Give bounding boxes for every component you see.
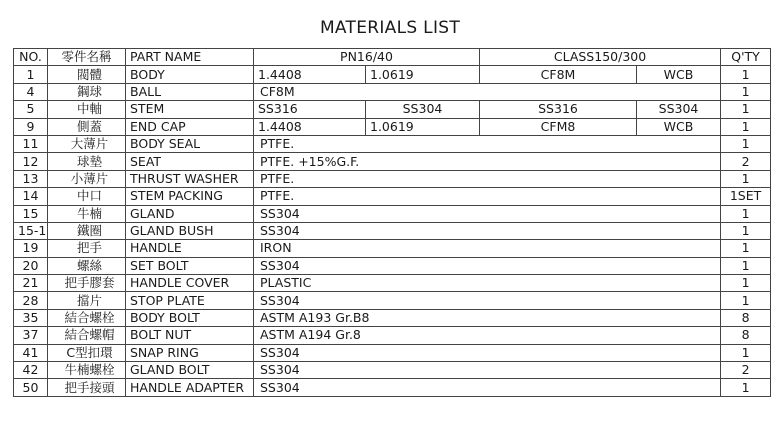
row-part-name: BOLT NUT <box>126 327 254 344</box>
materials-table-body <box>14 49 771 397</box>
row-material-pn-a: 1.4408 <box>254 118 366 135</box>
row-name-cn: 把手接頭 <box>48 379 126 396</box>
row-material: SS304 <box>254 362 721 379</box>
header-qty: Q'TY <box>721 49 771 66</box>
row-no: 4 <box>14 83 48 100</box>
row-qty: 1 <box>721 344 771 361</box>
row-name-cn: 閥體 <box>48 66 126 83</box>
row-qty: 8 <box>721 327 771 344</box>
row-material: PTFE. <box>254 135 721 152</box>
row-material-class-b: WCB <box>637 118 721 135</box>
row-qty: 1 <box>721 275 771 292</box>
row-part-name: GLAND BOLT <box>126 362 254 379</box>
row-no: 19 <box>14 240 48 257</box>
row-name-cn: 牛楠螺栓 <box>48 362 126 379</box>
row-name-cn: 螺絲 <box>48 257 126 274</box>
row-name-cn: 中軸 <box>48 101 126 118</box>
row-material: SS304 <box>254 222 721 239</box>
header-pn: PN16/40 <box>254 49 480 66</box>
row-material: SS304 <box>254 379 721 396</box>
table-row <box>14 292 771 309</box>
row-material-pn-a: 1.4408 <box>254 66 366 83</box>
row-part-name: HANDLE COVER <box>126 275 254 292</box>
table-row <box>14 344 771 361</box>
row-part-name: THRUST WASHER <box>126 170 254 187</box>
table-row <box>14 222 771 239</box>
row-no: 11 <box>14 135 48 152</box>
row-part-name: GLAND BUSH <box>126 222 254 239</box>
row-part-name: BODY <box>126 66 254 83</box>
row-name-cn: 鐵圈 <box>48 222 126 239</box>
row-qty: 1 <box>721 292 771 309</box>
table-row <box>14 362 771 379</box>
row-material: SS304 <box>254 344 721 361</box>
table-row <box>14 66 771 83</box>
page-title: MATERIALS LIST <box>319 18 461 38</box>
row-name-cn: 大薄片 <box>48 135 126 152</box>
materials-table <box>13 48 771 397</box>
table-row <box>14 309 771 326</box>
row-material-pn-b: 1.0619 <box>366 66 480 83</box>
row-name-cn: 球墊 <box>48 153 126 170</box>
row-material: PTFE. <box>254 188 721 205</box>
table-row <box>14 379 771 396</box>
row-name-cn: 擋片 <box>48 292 126 309</box>
row-no: 20 <box>14 257 48 274</box>
row-qty: 2 <box>721 153 771 170</box>
row-material: ASTM A194 Gr.8 <box>254 327 721 344</box>
row-part-name: BALL <box>126 83 254 100</box>
row-name-cn: 側蓋 <box>48 118 126 135</box>
row-material: SS304 <box>254 292 721 309</box>
row-material: PLASTIC <box>254 275 721 292</box>
table-row <box>14 257 771 274</box>
row-material-class-b: SS304 <box>637 101 721 118</box>
row-no: 37 <box>14 327 48 344</box>
table-row <box>14 101 771 118</box>
row-material-pn-b: 1.0619 <box>366 118 480 135</box>
row-part-name: STEM PACKING <box>126 188 254 205</box>
row-no: 14 <box>14 188 48 205</box>
row-qty: 1 <box>721 101 771 118</box>
row-qty: 8 <box>721 309 771 326</box>
table-row <box>14 135 771 152</box>
row-name-cn: 把手膠套 <box>48 275 126 292</box>
row-part-name: SNAP RING <box>126 344 254 361</box>
row-material: IRON <box>254 240 721 257</box>
row-part-name: SEAT <box>126 153 254 170</box>
row-qty: 1 <box>721 240 771 257</box>
row-part-name: HANDLE <box>126 240 254 257</box>
header-name-cn: 零件名稱 <box>48 49 126 66</box>
row-qty: 2 <box>721 362 771 379</box>
row-part-name: GLAND <box>126 205 254 222</box>
row-part-name: BODY BOLT <box>126 309 254 326</box>
row-name-cn: 結合螺栓 <box>48 309 126 326</box>
table-row <box>14 275 771 292</box>
row-part-name: BODY SEAL <box>126 135 254 152</box>
row-qty: 1 <box>721 257 771 274</box>
row-qty: 1SET <box>721 188 771 205</box>
table-row <box>14 153 771 170</box>
row-material: SS304 <box>254 205 721 222</box>
row-no: 28 <box>14 292 48 309</box>
row-material-pn-a: SS316 <box>254 101 366 118</box>
row-part-name: STOP PLATE <box>126 292 254 309</box>
row-name-cn: C型扣環 <box>48 344 126 361</box>
row-no: 15 <box>14 205 48 222</box>
row-qty: 1 <box>721 170 771 187</box>
row-material-class-a: CFM8 <box>480 118 637 135</box>
row-no: 21 <box>14 275 48 292</box>
row-name-cn: 小薄片 <box>48 170 126 187</box>
row-no: 41 <box>14 344 48 361</box>
row-material-pn-b: SS304 <box>366 101 480 118</box>
row-material-class-b: WCB <box>637 66 721 83</box>
row-qty: 1 <box>721 66 771 83</box>
row-no: 9 <box>14 118 48 135</box>
row-qty: 1 <box>721 118 771 135</box>
table-row <box>14 188 771 205</box>
row-no: 42 <box>14 362 48 379</box>
row-part-name: END CAP <box>126 118 254 135</box>
header-no: NO. <box>14 49 48 66</box>
row-name-cn: 牛楠 <box>48 205 126 222</box>
header-class: CLASS150/300 <box>480 49 721 66</box>
row-part-name: HANDLE ADAPTER <box>126 379 254 396</box>
row-no: 13 <box>14 170 48 187</box>
table-row <box>14 118 771 135</box>
row-qty: 1 <box>721 135 771 152</box>
row-material-class-a: CF8M <box>480 66 637 83</box>
table-row <box>14 240 771 257</box>
row-no: 35 <box>14 309 48 326</box>
row-material: SS304 <box>254 257 721 274</box>
row-part-name: SET BOLT <box>126 257 254 274</box>
row-no: 50 <box>14 379 48 396</box>
row-part-name: STEM <box>126 101 254 118</box>
table-row <box>14 170 771 187</box>
row-material-class-a: SS316 <box>480 101 637 118</box>
row-no: 12 <box>14 153 48 170</box>
row-no: 1 <box>14 66 48 83</box>
header-row <box>14 49 771 66</box>
table-row <box>14 327 771 344</box>
row-name-cn: 中口 <box>48 188 126 205</box>
row-no: 15-1 <box>14 222 48 239</box>
row-material: ASTM A193 Gr.B8 <box>254 309 721 326</box>
row-name-cn: 鋼球 <box>48 83 126 100</box>
row-material: PTFE. +15%G.F. <box>254 153 721 170</box>
row-name-cn: 結合螺帽 <box>48 327 126 344</box>
row-material: CF8M <box>254 83 721 100</box>
header-part-name: PART NAME <box>126 49 254 66</box>
table-row <box>14 205 771 222</box>
row-qty: 1 <box>721 205 771 222</box>
row-name-cn: 把手 <box>48 240 126 257</box>
row-qty: 1 <box>721 222 771 239</box>
row-qty: 1 <box>721 379 771 396</box>
row-no: 5 <box>14 101 48 118</box>
row-material: PTFE. <box>254 170 721 187</box>
table-row <box>14 83 771 100</box>
row-qty: 1 <box>721 83 771 100</box>
